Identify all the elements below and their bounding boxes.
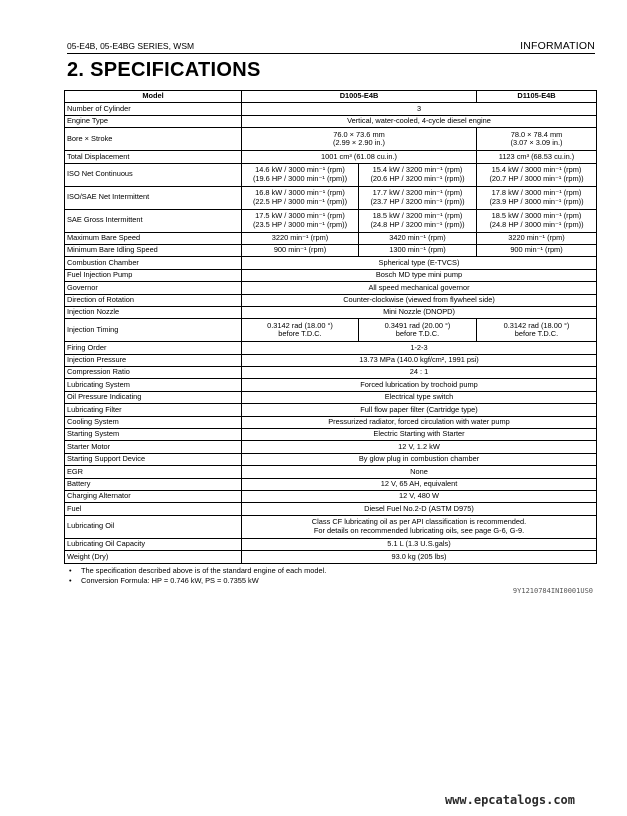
cell-text: (23.5 HP / 3000 min⁻¹ (rpm))	[252, 219, 348, 229]
row-value	[477, 186, 597, 209]
cell-text: 12 V, 65 AH, equivalent	[380, 478, 458, 488]
cell-text: 1123 cm³ (68.53 cu.in.)	[498, 151, 575, 161]
cell-text: 15.4 kW / 3000 min⁻¹ (rpm)	[491, 164, 582, 174]
cell-text: Weight (Dry)	[67, 551, 109, 561]
cell-text: Battery	[67, 478, 91, 488]
row-label	[65, 538, 242, 550]
row-label	[65, 429, 242, 441]
cell-text: Starting System	[67, 429, 120, 439]
footnote-text: The specification described above is of the standard engine of each model.	[81, 566, 327, 575]
row-value	[242, 163, 359, 186]
row-value	[242, 354, 597, 366]
cell-text: Lubricating Oil Capacity	[67, 539, 146, 549]
table-row	[65, 128, 597, 151]
cell-text: 17.5 kW / 3000 min⁻¹ (rpm)	[255, 210, 345, 220]
footer-watermark: www.epcatalogs.com	[444, 793, 575, 807]
table-row	[65, 269, 597, 281]
row-value	[242, 257, 597, 269]
table-header-row	[65, 91, 597, 103]
cell-text: Engine Type	[67, 116, 108, 126]
cell-text: 16.8 kW / 3000 min⁻¹ (rpm)	[255, 187, 345, 197]
cell-text: Governor	[67, 282, 98, 292]
row-label	[65, 354, 242, 366]
row-value	[242, 404, 597, 416]
cell-text: Diesel Fuel No.2-D (ASTM D975)	[364, 503, 474, 513]
cell-text: Vertical, water-cooled, 4-cycle diesel engine	[347, 116, 491, 126]
cell-text: 12 V, 480 W	[399, 491, 439, 501]
header-model: Model	[65, 91, 242, 103]
cell-text: By glow plug in combustion chamber	[358, 454, 480, 464]
row-label	[65, 490, 242, 502]
table-row	[65, 209, 597, 232]
cell-text: Total Displacement	[67, 151, 130, 161]
row-value	[242, 186, 359, 209]
header-section: INFORMATION	[520, 40, 595, 52]
table-row	[65, 151, 597, 163]
cell-text: Lubricating System	[67, 379, 130, 389]
cell-text: Injection Nozzle	[67, 307, 120, 317]
row-value	[477, 128, 597, 151]
row-label	[65, 342, 242, 354]
cell-text: 0.3142 rad (18.00 °)	[503, 320, 570, 330]
row-value	[242, 429, 597, 441]
cell-text: 1001 cm³ (61.08 cu.in.)	[321, 151, 397, 161]
cell-text: 0.3142 rad (18.00 °)	[267, 320, 333, 330]
table-row	[65, 115, 597, 127]
cell-text: 3	[416, 103, 422, 113]
cell-text: before T.D.C.	[395, 329, 440, 339]
row-label	[65, 404, 242, 416]
cell-text: 76.0 × 73.6 mm	[333, 129, 385, 139]
table-row	[65, 186, 597, 209]
cell-text: (3.07 × 3.09 in.)	[510, 138, 563, 148]
row-label	[65, 282, 242, 294]
cell-text: 24 : 1	[409, 367, 429, 377]
table-row	[65, 354, 597, 366]
row-value	[359, 163, 477, 186]
row-value	[242, 391, 597, 403]
row-value	[477, 232, 597, 244]
row-value	[242, 151, 477, 163]
cell-text: Pressurized radiator, forced circulation with water pump	[328, 417, 510, 427]
row-value	[242, 490, 597, 502]
row-label	[65, 416, 242, 428]
row-label	[65, 441, 242, 453]
row-value	[242, 538, 597, 550]
cell-text: Mini Nozzle (DNOPD)	[383, 307, 455, 317]
cell-text: (23.7 HP / 3200 min⁻¹ (rpm))	[370, 196, 465, 206]
cell-text: Number of Cylinder	[67, 103, 131, 113]
table-row	[65, 453, 597, 465]
cell-text: Electric Starting with Starter	[373, 429, 465, 439]
cell-text: 17.8 kW / 3000 min⁻¹ (rpm)	[491, 187, 582, 197]
row-label	[65, 503, 242, 515]
cell-text: 18.5 kW / 3000 min⁻¹ (rpm)	[491, 210, 582, 220]
footnote	[67, 566, 326, 576]
row-value	[359, 209, 477, 232]
cell-text: (20.6 HP / 3200 min⁻¹ (rpm))	[370, 173, 465, 183]
row-label	[65, 478, 242, 490]
row-value	[242, 551, 597, 563]
table-row	[65, 503, 597, 515]
cell-text: Forced lubrication by trochoid pump	[360, 379, 478, 389]
cell-text: Injection Timing	[67, 325, 119, 334]
row-value	[359, 232, 477, 244]
cell-text: Fuel	[67, 503, 82, 513]
cell-text: Bosch MD type mini pump	[375, 270, 463, 280]
table-row	[65, 319, 597, 342]
row-label	[65, 367, 242, 379]
footnotes	[67, 566, 326, 586]
bullet: •	[69, 566, 72, 575]
cell-text: None	[410, 466, 428, 476]
row-label	[65, 103, 242, 115]
cell-text: (24.8 HP / 3200 min⁻¹ (rpm))	[370, 219, 465, 229]
row-label	[65, 115, 242, 127]
row-value	[242, 441, 597, 453]
cell-text: Lubricating Oil	[67, 521, 115, 531]
cell-text: 1300 min⁻¹ (rpm)	[389, 245, 446, 255]
table-row	[65, 551, 597, 563]
cell-text: For details on recommended lubricating oils, see page G-6, G-9.	[313, 525, 525, 535]
row-value	[242, 379, 597, 391]
row-label	[65, 209, 242, 232]
footnote-text: Conversion Formula: HP = 0.746 kW, PS = 0.7355 kW	[81, 576, 259, 585]
header-d1105: D1105-E4B	[477, 91, 597, 103]
row-label	[65, 232, 242, 244]
row-value	[242, 319, 359, 342]
cell-text: Charging Alternator	[67, 491, 131, 501]
cell-text: 78.0 × 78.4 mm	[510, 129, 563, 139]
table-row	[65, 232, 597, 244]
row-label	[65, 151, 242, 163]
cell-text: ISO Net Continuous	[67, 169, 133, 179]
row-value	[242, 453, 597, 465]
cell-text: All speed mechanical governor	[368, 282, 470, 292]
cell-text: SAE Gross Intermittent	[67, 215, 143, 225]
cell-text: Class CF lubricating oil as per API classification is recommended.	[311, 517, 527, 527]
cell-text: Electrical type switch	[384, 392, 454, 402]
table-row	[65, 244, 597, 256]
row-label	[65, 515, 242, 538]
row-value	[242, 478, 597, 490]
cell-text: 93.0 kg (205 lbs)	[391, 551, 447, 561]
row-value	[242, 244, 359, 256]
row-value	[242, 503, 597, 515]
table-row	[65, 515, 597, 538]
bullet: •	[69, 576, 72, 585]
row-label	[65, 453, 242, 465]
table-row	[65, 257, 597, 269]
table-row	[65, 490, 597, 502]
table-row	[65, 163, 597, 186]
cell-text: before T.D.C.	[278, 329, 322, 339]
row-value	[242, 115, 597, 127]
table-body	[65, 103, 597, 563]
row-value	[359, 186, 477, 209]
cell-text: (19.6 HP / 3000 min⁻¹ (rpm))	[252, 173, 348, 183]
row-label	[65, 319, 242, 342]
row-value	[242, 515, 597, 538]
cell-text: (22.5 HP / 3000 min⁻¹ (rpm))	[252, 196, 348, 206]
row-value	[242, 209, 359, 232]
row-value	[242, 306, 597, 318]
cell-text: Oil Pressure Indicating	[67, 392, 142, 402]
cell-text: Minimum Bare Idling Speed	[67, 245, 158, 255]
table-row	[65, 391, 597, 403]
cell-text: Combustion Chamber	[67, 257, 139, 267]
table-row	[65, 367, 597, 379]
table-row	[65, 538, 597, 550]
row-label	[65, 466, 242, 478]
row-value	[477, 244, 597, 256]
row-value	[242, 367, 597, 379]
specifications-table	[64, 90, 597, 564]
row-label	[65, 128, 242, 151]
cell-text: (24.8 HP / 3000 min⁻¹ (rpm))	[489, 219, 584, 229]
table-row	[65, 416, 597, 428]
cell-text: 14.6 kW / 3000 min⁻¹ (rpm)	[255, 164, 345, 174]
row-label	[65, 244, 242, 256]
cell-text: 3220 min⁻¹ (rpm)	[508, 232, 565, 242]
cell-text: 15.4 kW / 3200 min⁻¹ (rpm)	[372, 164, 463, 174]
cell-text: 1-2-3	[410, 342, 428, 352]
cell-text: Cooling System	[67, 417, 119, 427]
row-label	[65, 294, 242, 306]
row-value	[477, 151, 597, 163]
document-code: 9Y1210784INI0001US0	[512, 587, 593, 595]
table-row	[65, 478, 597, 490]
row-label	[65, 186, 242, 209]
row-value	[359, 319, 477, 342]
cell-text: 12 V, 1.2 kW	[398, 441, 440, 451]
cell-text: Full flow paper filter (Cartridge type)	[360, 404, 478, 414]
row-label	[65, 257, 242, 269]
cell-text: Direction of Rotation	[67, 294, 134, 304]
cell-text: Maximum Bare Speed	[67, 232, 141, 242]
header-divider	[67, 53, 595, 54]
row-value	[242, 269, 597, 281]
cell-text: 3420 min⁻¹ (rpm)	[389, 232, 446, 242]
row-label	[65, 551, 242, 563]
row-label	[65, 306, 242, 318]
row-value	[477, 209, 597, 232]
cell-text: (20.7 HP / 3000 min⁻¹ (rpm))	[489, 173, 584, 183]
row-label	[65, 391, 242, 403]
cell-text: 0.3491 rad (20.00 °)	[384, 320, 451, 330]
cell-text: 17.7 kW / 3200 min⁻¹ (rpm)	[372, 187, 463, 197]
cell-text: (23.9 HP / 3000 min⁻¹ (rpm))	[489, 196, 584, 206]
cell-text: Compression Ratio	[67, 367, 130, 377]
cell-text: Bore × Stroke	[67, 133, 113, 143]
cell-text: EGR	[67, 466, 84, 476]
table-row	[65, 282, 597, 294]
cell-text: Firing Order	[67, 342, 107, 352]
row-value	[242, 282, 597, 294]
table-row	[65, 294, 597, 306]
cell-text: 18.5 kW / 3200 min⁻¹ (rpm)	[372, 210, 463, 220]
cell-text: 3220 min⁻¹ (rpm)	[271, 232, 329, 242]
row-value	[242, 103, 597, 115]
row-value	[242, 466, 597, 478]
cell-text: Spherical type (E-TVCS)	[378, 257, 460, 267]
table-row	[65, 103, 597, 115]
row-value	[477, 319, 597, 342]
footnote	[67, 576, 326, 586]
header-series: 05-E4B, 05-E4BG SERIES, WSM	[67, 41, 195, 51]
row-value	[477, 163, 597, 186]
row-value	[242, 416, 597, 428]
cell-text: 900 min⁻¹ (rpm)	[273, 245, 327, 255]
page-title: 2. SPECIFICATIONS	[67, 59, 261, 81]
header-d1005: D1005-E4B	[242, 91, 477, 103]
table-row	[65, 306, 597, 318]
row-value	[242, 128, 477, 151]
table-row	[65, 342, 597, 354]
row-value	[242, 342, 597, 354]
cell-text: Starter Motor	[67, 441, 111, 451]
table-row	[65, 379, 597, 391]
cell-text: Starting Support Device	[67, 454, 146, 464]
row-label	[65, 269, 242, 281]
cell-text: before T.D.C.	[514, 329, 559, 339]
table-row	[65, 404, 597, 416]
cell-text: (2.99 × 2.90 in.)	[333, 138, 385, 148]
table-row	[65, 429, 597, 441]
cell-text: Fuel Injection Pump	[67, 270, 133, 280]
cell-text: 900 min⁻¹ (rpm)	[510, 245, 563, 255]
table-row	[65, 441, 597, 453]
row-value	[242, 294, 597, 306]
cell-text: 5.1 L (1.3 U.S.gals)	[387, 539, 451, 549]
row-value	[242, 232, 359, 244]
row-label	[65, 379, 242, 391]
row-value	[359, 244, 477, 256]
cell-text: Counter-clockwise (viewed from flywheel side)	[343, 294, 495, 304]
cell-text: 13.73 MPa (140.0 kgf/cm², 1991 psi)	[359, 355, 479, 365]
cell-text: Injection Pressure	[67, 355, 127, 365]
row-label	[65, 163, 242, 186]
cell-text: Lubricating Filter	[67, 404, 122, 414]
cell-text: ISO/SAE Net Intermittent	[67, 192, 150, 202]
table-row	[65, 466, 597, 478]
